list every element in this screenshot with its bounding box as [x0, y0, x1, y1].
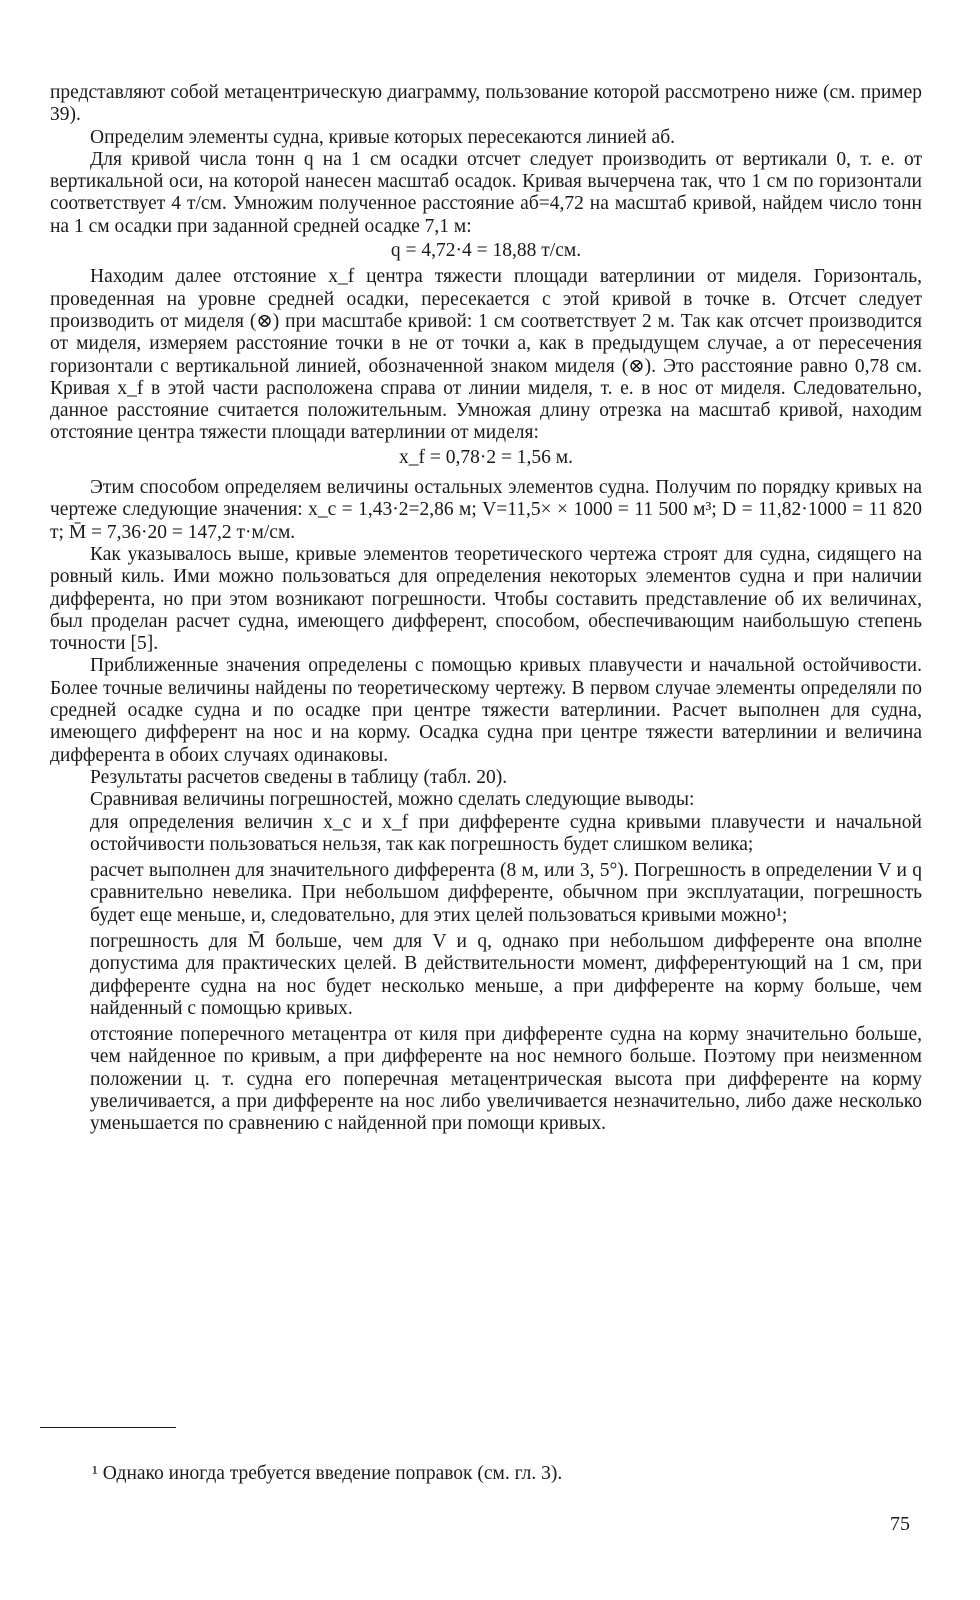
- footnote-divider: [40, 1427, 176, 1428]
- paragraph-define-elements: Определим элементы судна, кривые которых пересекаются линией аб.: [90, 126, 675, 148]
- paragraph-approximate-values: Приближенные значения определены с помощью кривых плавучести и начальной остойчивости. Более точные величины найдены по теоретическому чертежу. В первом случае элементы определяли по средней осадке судна и по осадке при центре тяжести ватерлинии. Расчет выполнен для судна, имеющего дифферент на нос и на корму. Осадка судна при центре тяжести ватерлинии и величина дифферента в обоих случаях одинаковы.: [50, 655, 922, 766]
- page-number: 75: [890, 1513, 910, 1535]
- conclusion-item: отстояние поперечного метацентра от киля при дифференте судна на корму значительно больше, чем найденное по кривым, а при дифференте на нос немного больше. Поэтому при неизменном положении ц. т. судна его поперечная метацентрическая высота при дифференте на корму увеличивается, а при дифференте на нос либо увеличивается незначительно, либо даже несколько уменьшается по сравнению с найденной при помощи кривых.: [90, 1024, 922, 1135]
- paragraph-xf: Находим далее отстояние x_f центра тяжести площади ватерлинии от миделя. Горизонталь, проведенная на уровне средней осадки, пересекается с этой кривой в точке в. Отсчет следует производить от миделя (⊗) при масштабе кривой: 1 см соответствует 2 м. Так как отсчет производится от миделя, измеряем расстояние точки в не от точки а, как в предыдущем случае, а от пересечения горизонтали с вертикальной линией, обозначенной знаком миделя (⊗). Это расстояние равно 0,78 см. Кривая x_f в этой части расположена справа от линии миделя, т. е. в нос от миделя. Следовательно, данное расстояние считается положительным. Умножая длину отрезка на масштаб кривой, находим отстояние центра тяжести площади ватерлинии от миделя:: [50, 266, 922, 444]
- page-body: [50, 82, 922, 1136]
- paragraph-trim-errors: Как указывалось выше, кривые элементов теоретического чертежа строят для судна, сидящего на ровный киль. Ими можно пользоваться для определения некоторых элементов судна и при наличии дифферента, но при этом возникают погрешности. Чтобы составить представление об их величинах, был проделан расчет судна, имеющего дифферент, способом, обеспечивающим наибольшую степень точности [5].: [50, 543, 922, 655]
- conclusion-item: погрешность для M̄ больше, чем для V и q, однако при небольшом дифференте она вполне допустима для практических целей. В действительности момент, дифферентующий на 1 см, при дифференте судна на нос будет несколько меньше, а при дифференте на корму больше, чем найденный с помощью кривых.: [90, 930, 922, 1019]
- conclusion-item: расчет выполнен для значительного дифферента (8 м, или 3, 5°). Погрешность в определении V и q сравнительно невелика. При небольшом дифференте, обычном при эксплуатации, погрешность будет еще меньше, и, следовательно, для этих целей пользоваться кривыми можно¹;: [90, 860, 922, 926]
- paragraph-tons-per-cm: Для кривой числа тонн q на 1 см осадки отсчет следует производить от вертикали 0, т. е. от вертикальной оси, на которой нанесен масштаб осадок. Кривая вычерчена так, что 1 см по горизонтали соответствует 4 т/см. Умножим полученное расстояние аб=4,72 на масштаб кривой, найдем число тонн на 1 см осадки при заданной средней осадке 7,1 м:: [50, 148, 922, 237]
- formula-q: q = 4,72·4 = 18,88 т/см.: [390, 240, 582, 262]
- paragraph-table-reference: Результаты расчетов сведены в таблицу (табл. 20).: [90, 766, 508, 788]
- footnote: ¹ Однако иногда требуется введение поправок (см. гл. 3).: [92, 1462, 563, 1484]
- paragraph-other-elements: Этим способом определяем величины остальных элементов судна. Получим по порядку кривых на чертеже следующие значения: x_c = 1,43·2=2,86 м; V=11,5× × 1000 = 11 500 м³; D = 11,82·1000 = 11 820 т; M̄ = 7,36·20 = 147,2 т·м/см.: [50, 477, 922, 543]
- conclusion-item: для определения величин x_c и x_f при дифференте судна кривыми плавучести и начальной остойчивости пользоваться нельзя, так как погрешность будет слишком велика;: [90, 811, 922, 855]
- paragraph-conclusions-intro: Сравнивая величины погрешностей, можно сделать следующие выводы:: [90, 789, 695, 811]
- paragraph-continuation: представляют собой метацентрическую диаграмму, пользование которой рассмотрено ниже (см. пример 39).: [50, 82, 922, 126]
- formula-xf: x_f = 0,78·2 = 1,56 м.: [398, 446, 574, 468]
